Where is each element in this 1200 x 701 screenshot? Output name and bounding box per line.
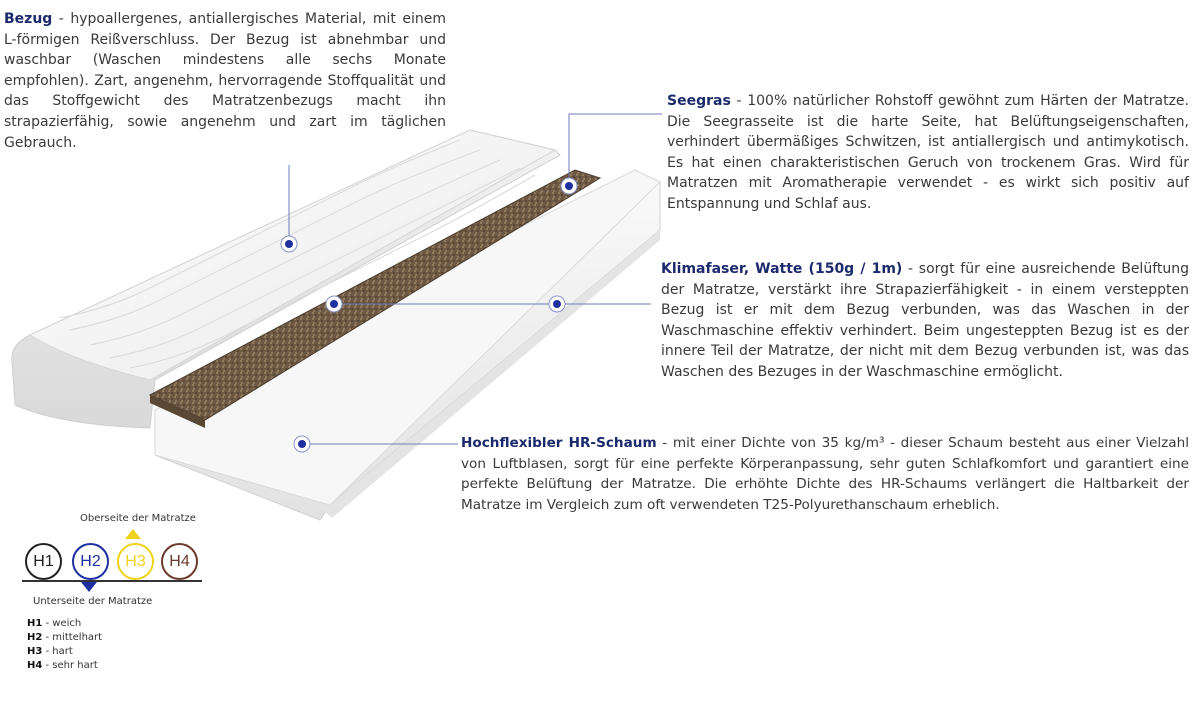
hardness-h2-badge: H2 bbox=[72, 543, 109, 580]
marker-hr bbox=[294, 436, 310, 452]
bottom-arrow-icon bbox=[81, 582, 97, 592]
klima-description bbox=[661, 259, 1189, 383]
hardness-code: H4 bbox=[27, 660, 43, 671]
hardness-h3-badge: H3 bbox=[117, 543, 154, 580]
legend-divider bbox=[22, 580, 202, 582]
marker-klima-left bbox=[326, 296, 342, 312]
list-item bbox=[27, 631, 102, 645]
hr-text: - mit einer Dichte von 35 kg/m³ - dieser Schaum besteht aus einer Vielzahl von Luftblasen, sorgt für eine perfekte Körperanpassung, sehr guten Schlafkomfort und garantiert eine perfekte Belüftung der Matratze. Die erhöhte Dichte des HR-Schaums verlängert die Haltbarkeit der Matratze im Vergleich zum oft verwendeten T25-Polyurethanschaum erheblich. bbox=[461, 435, 1189, 513]
list-item bbox=[27, 645, 102, 659]
seegras-title: Seegras bbox=[667, 93, 731, 109]
top-arrow-icon bbox=[125, 529, 141, 539]
hardness-code: H3 bbox=[27, 646, 43, 657]
klima-text: - sorgt für eine ausreichende Belüftung der Matratze, verstärkt ihre Strapazierfähigkeit - in einem versteppten Bezug ist er mit dem Bezug verbunden, was das Waschen in der Waschmaschine effektiv verhindert. Beim ungesteppten Bezug ist es der innere Teil der Matratze, der nicht mit dem Bezug verbunden ist, was das Waschen des Bezuges in der Waschmaschine ermöglicht. bbox=[661, 261, 1189, 380]
hardness-list bbox=[27, 617, 102, 673]
hardness-desc: - sehr hart bbox=[42, 660, 98, 671]
klima-title: Klimafaser, Watte (150g / 1m) bbox=[661, 261, 903, 277]
hardness-h4-badge: H4 bbox=[161, 543, 198, 580]
hr-description bbox=[461, 433, 1189, 515]
hardness-h1-badge: H1 bbox=[25, 543, 62, 580]
list-item bbox=[27, 659, 102, 673]
marker-klima-right bbox=[549, 296, 565, 312]
hardness-code: H2 bbox=[27, 632, 43, 643]
legend-bottom-label: Unterseite der Matratze bbox=[33, 596, 153, 607]
seegras-description bbox=[667, 91, 1189, 215]
bezug-title: Bezug bbox=[4, 11, 53, 27]
hardness-desc: - weich bbox=[42, 618, 82, 629]
marker-bezug bbox=[281, 236, 297, 252]
hardness-desc: - hart bbox=[42, 646, 73, 657]
hardness-code: H1 bbox=[27, 618, 43, 629]
bezug-text: - hypoallergenes, antiallergisches Material, mit einem L-förmigen Reißverschluss. Der Bezug ist abnehmbar und waschbar (Waschen mindestens alle sechs Monate empfohlen). Zart, angenehm, hervorragende Stoffqualität und das Stoffgewicht des Matratzenbezugs macht ihn strapazierfähig, sowie angenehm und zart im täglichen Gebrauch. bbox=[4, 11, 446, 151]
marker-seegras bbox=[561, 178, 577, 194]
list-item bbox=[27, 617, 102, 631]
seegras-text: - 100% natürlicher Rohstoff gewöhnt zum Härten der Matratze. Die Seegrasseite ist die harte Seite, hat Belüftungseigenschaften, verhindert übermäßiges Schwitzen, ist antiallergisch und antimykotisch. Es hat einen charakteristischen Geruch von trockenem Gras. Wird für Matratzen mit Aromatherapie verwendet - es wirkt sich positiv auf Entspannung und Schlaf aus. bbox=[667, 93, 1189, 212]
bezug-description bbox=[4, 9, 446, 153]
legend-top-label: Oberseite der Matratze bbox=[80, 513, 196, 524]
hr-title: Hochflexibler HR-Schaum bbox=[461, 435, 657, 451]
hardness-desc: - mittelhart bbox=[42, 632, 103, 643]
